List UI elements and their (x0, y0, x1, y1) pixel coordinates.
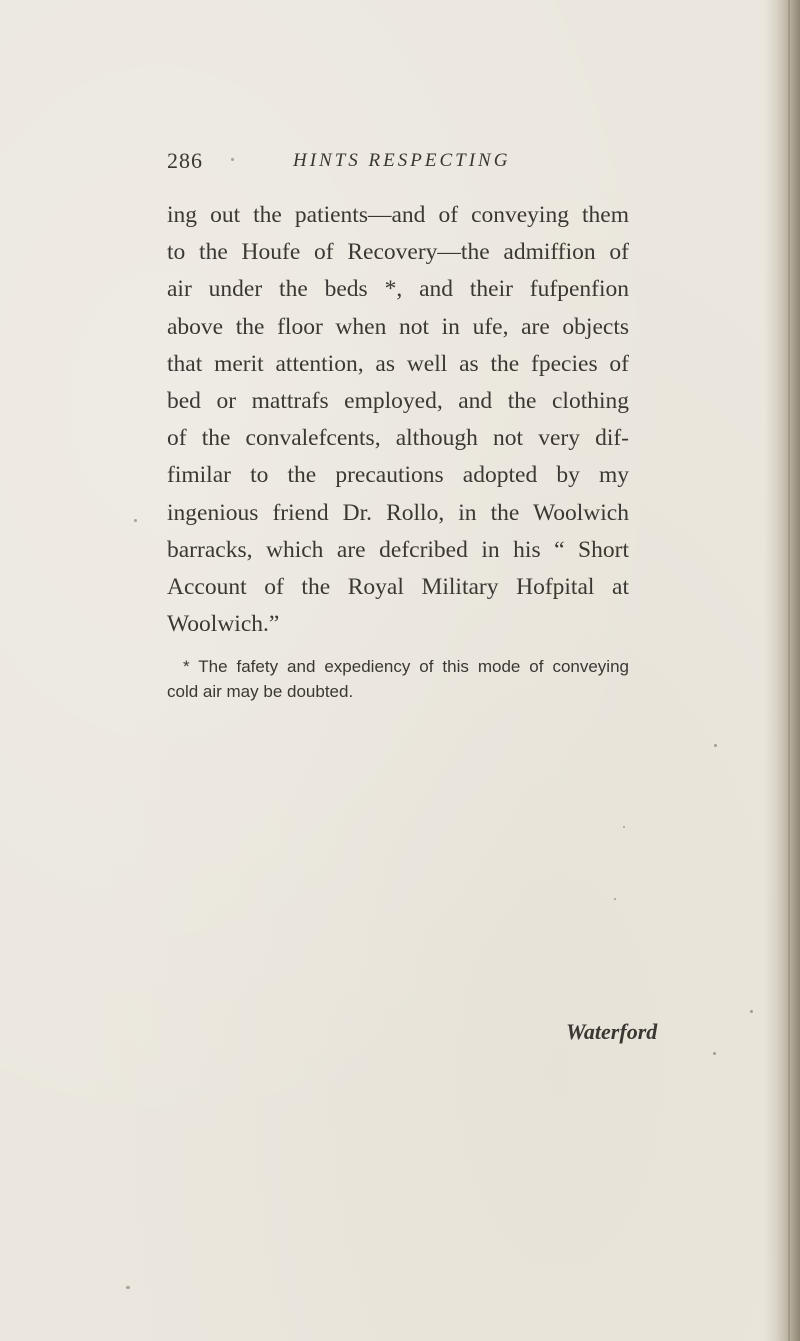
body-line: to the Houfe of Recovery—the admiffion of (167, 239, 629, 266)
page-header (167, 148, 637, 184)
paper-speck (134, 519, 137, 522)
paper-speck (231, 158, 234, 161)
page-binding-edge (788, 0, 790, 1341)
page-gutter-shadow (764, 0, 800, 1341)
body-line: that merit attention, as well as the fpecies of (167, 350, 629, 377)
body-line: bed or mattrafs employed, and the clothing (167, 387, 629, 414)
running-head: HINTS RESPECTING (293, 150, 511, 171)
paper-speck (614, 898, 616, 900)
paper-speck (750, 1010, 753, 1013)
paper-speck (713, 1052, 716, 1055)
body-line: of the convalefcents, although not very dif- (167, 425, 629, 452)
footnote (167, 654, 629, 704)
paper-speck (714, 744, 717, 747)
body-line: ingenious friend Dr. Rollo, in the Woolwich (167, 499, 629, 526)
paper-speck (623, 826, 625, 828)
body-line: above the floor when not in ufe, are objects (167, 313, 629, 340)
body-line: barracks, which are defcribed in his “ Short (167, 536, 629, 563)
footnote-line: * The fafety and expediency of this mode of conveying (183, 657, 629, 676)
body-text (167, 197, 629, 643)
body-line: ing out the patients—and of conveying them (167, 202, 629, 228)
footnote-line: cold air may be doubted. (167, 682, 354, 701)
body-line: air under the beds *, and their fufpenfion (167, 276, 629, 303)
catchword: Waterford (566, 1019, 658, 1044)
body-line: Account of the Royal Military Hofpital at (167, 573, 629, 600)
body-line: Woolwich.” (167, 611, 280, 638)
paper-speck (126, 1286, 130, 1289)
page-number: 286 (167, 148, 203, 173)
body-line: fimilar to the precautions adopted by my (167, 462, 629, 489)
